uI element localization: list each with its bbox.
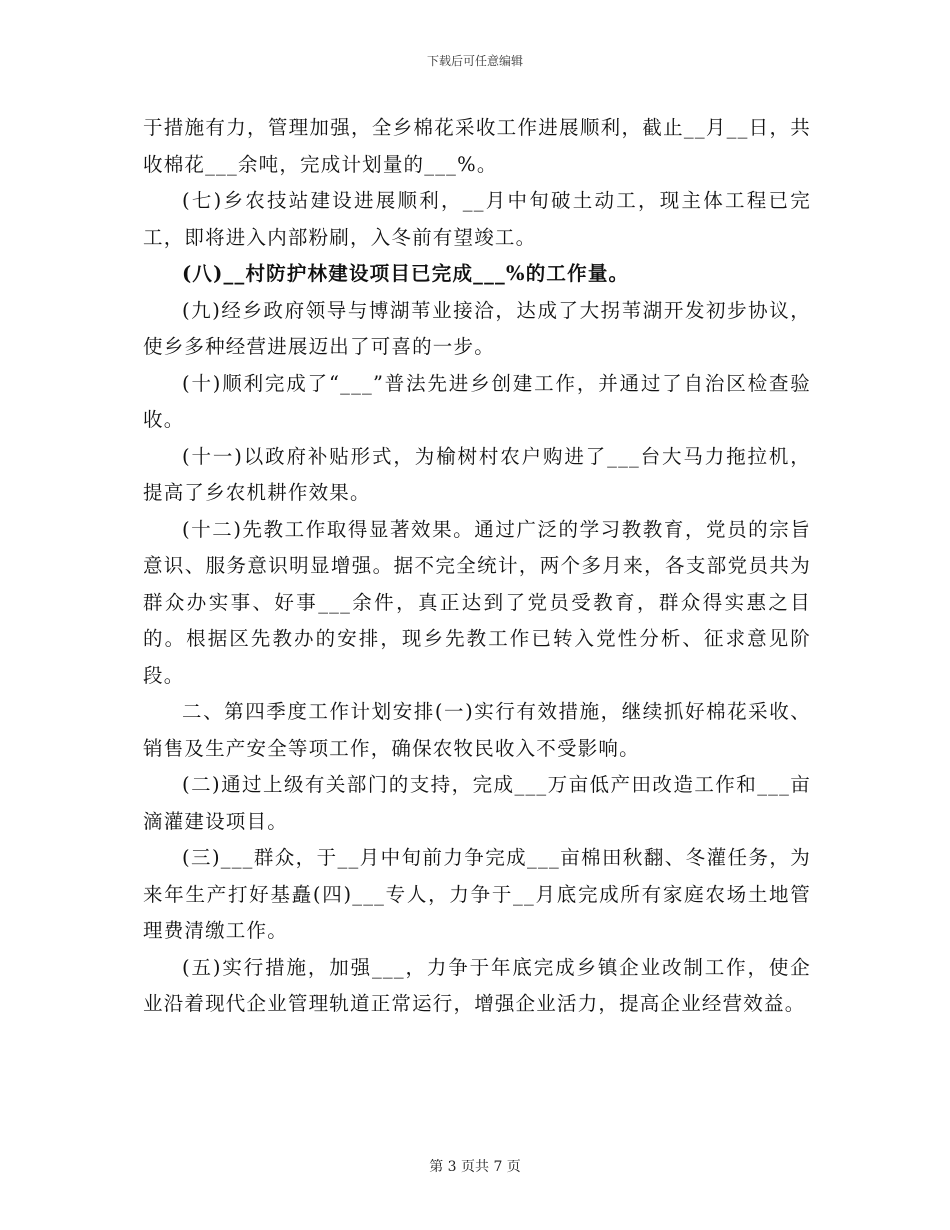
paragraph-continued: 于措施有力，管理加强，全乡棉花采收工作进展顺利，截止__月__日，共收棉花___余吨，完成计划量的___%。 (143, 116, 811, 176)
paragraph-section-2: 二、第四季度工作计划安排(一)实行有效措施，继续抓好棉花采收、销售及生产安全等项工作，确保农牧民收入不受影响。 (143, 700, 811, 760)
document-body (143, 110, 811, 1023)
paragraph-item-8: (八)__村防护林建设项目已完成___%的工作量。 (182, 262, 630, 285)
paragraph-plan-2: (二)通过上级有关部门的支持，完成___万亩低产田改造工作和___亩滴灌建设项目。 (143, 773, 811, 833)
paragraph-item-11: (十一)以政府补贴形式，为榆树村农户购进了___台大马力拖拉机，提高了乡农机耕作效果。 (143, 444, 811, 504)
paragraph-item-9: (九)经乡政府领导与博湖苇业接洽，达成了大拐苇湖开发初步协议，使乡多种经营进展迈出了可喜的一步。 (143, 298, 811, 358)
paragraph-item-7: (七)乡农技站建设进展顺利，__月中旬破土动工，现主体工程已完工，即将进入内部粉刷，入冬前有望竣工。 (143, 189, 811, 249)
paragraph-item-12: (十二)先教工作取得显著效果。通过广泛的学习教教育，党员的宗旨意识、服务意识明显增强。据不完全统计，两个多月来，各支部党员共为群众办实事、好事___余件，真正达到了党员受教育，群众得实惠之目的。根据区先教办的安排，现乡先教工作已转入党性分析、征求意见阶段。 (143, 517, 811, 687)
paragraph-plan-5: (五)实行措施，加强___，力争于年底完成乡镇企业改制工作，使企业沿着现代企业管理轨道正常运行，增强企业活力，提高企业经营效益。 (143, 955, 811, 1015)
paragraph-plan-3-4: (三)___群众，于__月中旬前力争完成___亩棉田秋翻、冬灌任务，为来年生产打好基矗(四)___专人，力争于__月底完成所有家庭农场土地管理费清缴工作。 (143, 846, 811, 942)
page-header: 下载后可任意编辑 (426, 54, 523, 68)
paragraph-item-10: (十)顺利完成了“___”普法先进乡创建工作，并通过了自治区检查验收。 (143, 371, 811, 431)
page-footer: 第 3 页共 7 页 (429, 1159, 521, 1175)
